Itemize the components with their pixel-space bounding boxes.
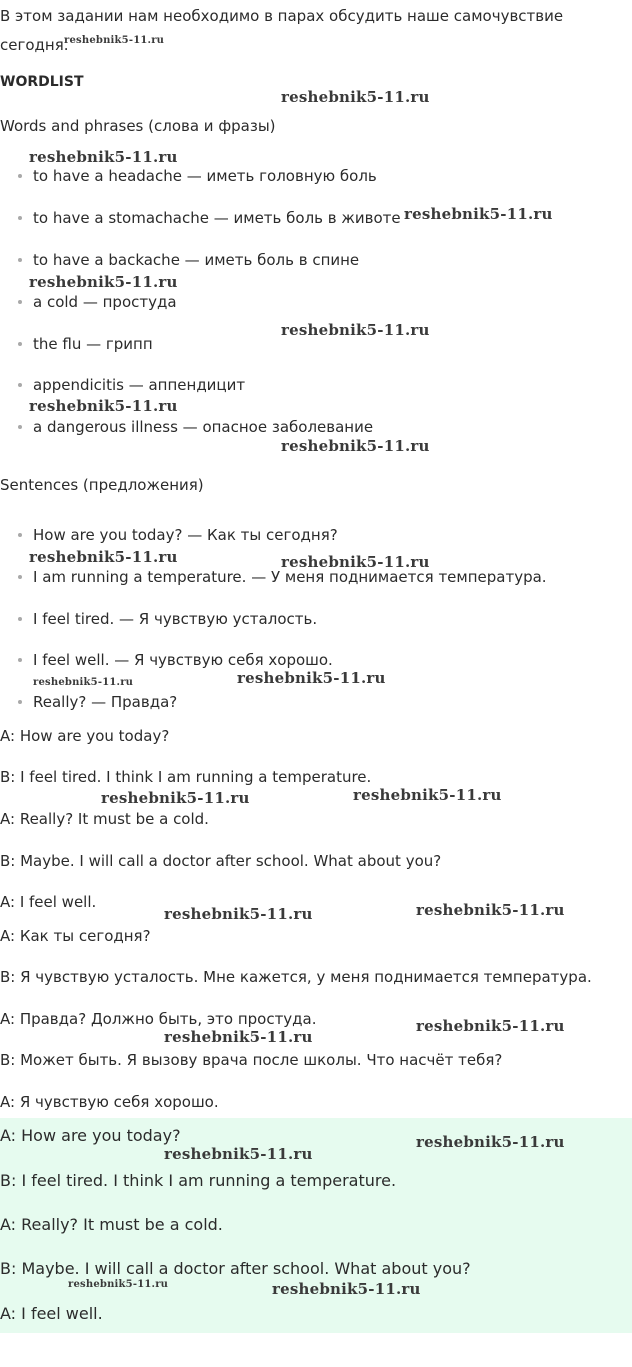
bullet-icon <box>18 533 22 537</box>
words-heading: Words and phrases (слова и фразы) <box>0 117 276 135</box>
dialogue-line: A: Правда? Должно быть, это простуда. <box>0 1010 317 1028</box>
bullet-icon <box>18 425 22 429</box>
dialogue-line: B: I feel tired. I think I am running a temperature. <box>0 1171 397 1190</box>
dialogue-line: A: Really? It must be a cold. <box>0 1215 223 1234</box>
dialogue-line: A: How are you today? <box>0 1126 181 1145</box>
watermark: reshebnik5-11.ru <box>404 205 553 223</box>
dialogue-line: B: Я чувствую усталость. Мне кажется, у меня поднимается температура. <box>0 968 592 986</box>
intro-line-2: сегодня. <box>0 36 69 54</box>
bullet-icon <box>18 383 22 387</box>
intro-text <box>0 2 563 60</box>
watermark: reshebnik5-11.ru <box>281 553 430 571</box>
watermark: reshebnik5-11.ru <box>29 273 178 291</box>
dialogue-line: B: I feel tired. I think I am running a temperature. <box>0 768 372 786</box>
dialogue-line: A: How are you today? <box>0 727 170 745</box>
dialogue-line: A: I feel well. <box>0 1304 103 1323</box>
dialogue-line: A: Я чувствую себя хорошо. <box>0 1093 219 1111</box>
dialogue-line: A: Как ты сегодня? <box>0 927 151 945</box>
bullet-icon <box>18 300 22 304</box>
sentences-heading: Sentences (предложения) <box>0 476 204 494</box>
dialogue-line: A: Really? It must be a cold. <box>0 810 209 828</box>
watermark: reshebnik5-11.ru <box>281 88 430 106</box>
intro-line-1: В этом задании нам необходимо в парах обсудить наше самочувствие <box>0 7 564 25</box>
dialogue-line: B: Может быть. Я вызову врача после школы. Что насчёт тебя? <box>0 1051 503 1069</box>
watermark: reshebnik5-11.ru <box>68 1279 169 1290</box>
bullet-icon <box>18 342 22 346</box>
watermark: reshebnik5-11.ru <box>64 35 165 46</box>
watermark: reshebnik5-11.ru <box>101 789 250 807</box>
bullet-icon <box>18 258 22 262</box>
watermark: reshebnik5-11.ru <box>29 397 178 415</box>
watermark: reshebnik5-11.ru <box>281 437 430 455</box>
watermark: reshebnik5-11.ru <box>281 321 430 339</box>
bullet-icon <box>18 617 22 621</box>
watermark: reshebnik5-11.ru <box>416 1133 565 1151</box>
bullet-icon <box>18 575 22 579</box>
dialogue-line: A: I feel well. <box>0 893 97 911</box>
dialogue-line: B: Maybe. I will call a doctor after school. What about you? <box>0 1259 471 1278</box>
dialogue-line: B: Maybe. I will call a doctor after school. What about you? <box>0 852 442 870</box>
bullet-icon <box>18 700 22 704</box>
watermark: reshebnik5-11.ru <box>237 669 386 687</box>
watermark: reshebnik5-11.ru <box>33 677 134 688</box>
bullet-icon <box>18 174 22 178</box>
watermark: reshebnik5-11.ru <box>29 148 178 166</box>
watermark: reshebnik5-11.ru <box>353 786 502 804</box>
bullet-icon <box>18 658 22 662</box>
watermark: reshebnik5-11.ru <box>164 1028 313 1046</box>
bullet-icon <box>18 216 22 220</box>
watermark: reshebnik5-11.ru <box>164 1145 313 1163</box>
wordlist-heading: WORDLIST <box>0 74 84 90</box>
watermark: reshebnik5-11.ru <box>272 1280 421 1298</box>
watermark: reshebnik5-11.ru <box>164 905 313 923</box>
watermark: reshebnik5-11.ru <box>416 1017 565 1035</box>
watermark: reshebnik5-11.ru <box>416 901 565 919</box>
watermark: reshebnik5-11.ru <box>29 548 178 566</box>
